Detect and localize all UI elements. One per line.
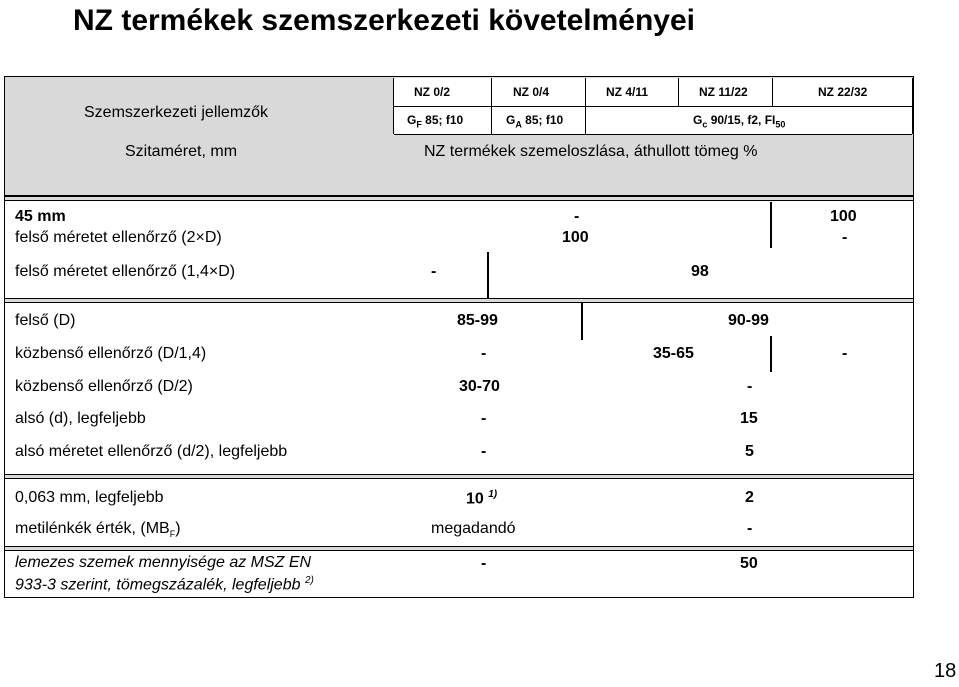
row-mid-check-d14-label: közbenső ellenőrző (D/1,4): [15, 345, 207, 362]
row-flakiness-label-line1: lemezes szemek mennyisége az MSZ EN: [15, 554, 312, 571]
row-upper-check-2d-label: felső méretet ellenőrző (2×D): [15, 229, 222, 246]
row-2d-value-fine: 100: [562, 229, 589, 246]
header-col-line: [772, 78, 773, 106]
row-lower-d-value-fine: -: [481, 410, 487, 427]
row-line: [5, 200, 913, 201]
header-category-c: $G_c$ 90/15, f2, $FI_{50}$: [693, 113, 786, 130]
row-fines-value-coarse: 2: [745, 489, 754, 506]
header-col-nz02: NZ 0/2: [414, 85, 451, 99]
row-fines-label: 0,063 mm, legfeljebb: [15, 489, 164, 506]
row-methylene-blue-value-fine: megadandó: [431, 520, 516, 537]
row-fines-value-fine: 10 $^{1)}$: [466, 489, 498, 508]
row-d2-value-fine: 30-70: [459, 378, 500, 395]
row-line: [5, 298, 913, 299]
row-flakiness-label-line2: 933-3 szerint, tömegszázalék, legfeljebb $^{2)}$: [15, 575, 314, 594]
row-flakiness-value-coarse: 50: [740, 555, 758, 572]
row-flakiness-value-fine: -: [481, 555, 487, 572]
header-col-line: [678, 78, 679, 106]
row-methylene-blue-label: metilénkék érték, $(MB_F)$: [15, 520, 181, 540]
column-divider: [770, 202, 772, 248]
row-d14-value-mid: 35-65: [653, 345, 694, 362]
header-characteristics-label: Szemszerkezeti jellemzők: [84, 104, 269, 121]
row-lower-d-label: alsó (d), legfeljebb: [15, 410, 146, 427]
row-line: [5, 196, 913, 197]
row-d2-value-coarse: -: [747, 378, 753, 395]
header-category-a: $G_A$ 85; f10: [506, 113, 564, 130]
row-2d-value-coarse: -: [842, 229, 848, 246]
row-upper-check-14d-label: felső méretet ellenőrző (1,4×D): [15, 263, 236, 280]
row-45mm-value-fine: -: [574, 208, 580, 225]
column-divider: [487, 252, 489, 298]
row-line: [5, 550, 913, 551]
column-divider: [770, 336, 772, 372]
row-d-value-coarse: 90-99: [728, 312, 769, 329]
row-line: [5, 302, 913, 303]
header-col-line: [393, 78, 394, 134]
header-subtitle: NZ termékek szemeloszlása, áthullott tömeg %: [424, 143, 758, 160]
row-45mm-label: 45 mm: [15, 208, 66, 225]
row-line: [5, 546, 913, 547]
header-sieve-label: Szitaméret, mm: [125, 143, 238, 160]
header-col-nz04: NZ 0/4: [513, 85, 550, 99]
header-col-nz1122: NZ 11/22: [699, 85, 748, 99]
page-title: NZ termékek szemszerkezeti követelményei: [73, 4, 696, 37]
row-line: [5, 478, 913, 479]
row-d14-value-fine: -: [481, 345, 487, 362]
page-number: 18: [934, 660, 957, 682]
header-col-nz411: NZ 4/11: [606, 85, 649, 99]
header-col-line: [585, 106, 586, 134]
row-d-value-fine: 85-99: [457, 312, 498, 329]
header-divider: [394, 134, 912, 135]
header-category-f: $G_F$ 85; f10: [407, 113, 464, 130]
row-14d-value-nz02: -: [431, 263, 437, 280]
row-lower-check-label: alsó méretet ellenőrző (d/2), legfeljebb: [15, 443, 288, 460]
header-divider: [394, 106, 912, 107]
row-14d-value-rest: 98: [691, 263, 709, 280]
row-upper-d-label: felső (D): [15, 312, 76, 329]
header-col-line: [912, 78, 913, 134]
row-line: [5, 474, 913, 475]
header-col-line: [491, 78, 492, 134]
header-col-line: [585, 78, 586, 106]
row-lower-check-value-fine: -: [481, 443, 487, 460]
row-methylene-blue-value-coarse: -: [747, 520, 753, 537]
row-mid-check-d2-label: közbenső ellenőrző (D/2): [15, 378, 193, 395]
row-lower-d-value-coarse: 15: [740, 410, 758, 427]
row-lower-check-value-coarse: 5: [745, 443, 754, 460]
row-45mm-value-coarse: 100: [830, 208, 857, 225]
row-d14-value-coarse: -: [842, 345, 848, 362]
column-divider: [581, 302, 583, 340]
header-col-nz2232: NZ 22/32: [818, 85, 868, 99]
